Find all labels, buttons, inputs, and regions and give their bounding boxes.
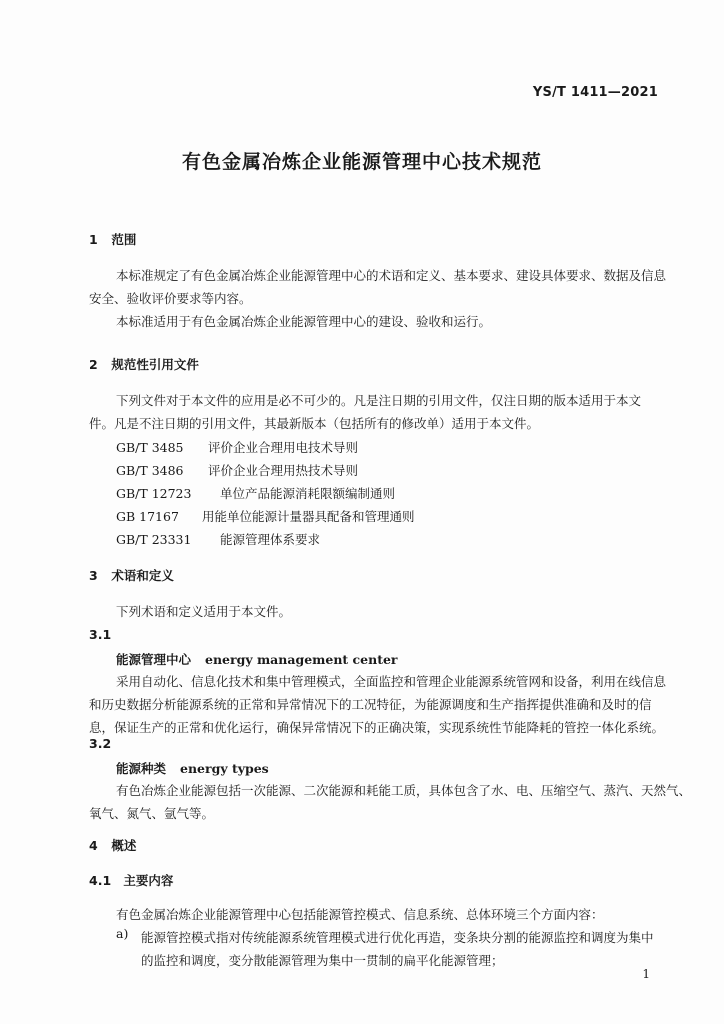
reference-code: GB 17167 xyxy=(116,509,179,524)
paragraph-line: 下列文件对于本文件的应用是必不可少的。凡是注日期的引用文件，仅注日期的版本适用于本文 xyxy=(116,393,642,408)
reference-name: 能源管理体系要求 xyxy=(220,532,321,547)
section-2-body xyxy=(89,389,641,435)
reference-name: 用能单位能源计量器具配备和管理通则 xyxy=(202,509,415,524)
paragraph-line: 氧气、氮气、氩气等。 xyxy=(89,806,215,821)
page-number: 1 xyxy=(642,967,650,981)
paragraph-line: 能源管控模式指对传统能源系统管理模式进行优化再造，变条块分割的能源监控和调度为集中 xyxy=(141,930,654,945)
term-chinese: 能源管理中心 xyxy=(116,652,192,667)
paragraph-line: 本标准适用于有色金属冶炼企业能源管理中心的建设、验收和运行。 xyxy=(116,314,492,329)
reference-code: GB/T 12723 xyxy=(116,486,192,501)
section-number: 2 xyxy=(89,357,98,372)
section-1-heading xyxy=(89,230,136,248)
reference-name: 评价企业合理用热技术导则 xyxy=(208,463,359,478)
subsection-4-1-heading xyxy=(89,871,173,889)
paragraph-line: 和历史数据分析能源系统的正常和异常情况下的工况特征，为能源调度和生产指挥提供准确和及时的信 xyxy=(89,697,652,712)
section-title: 概述 xyxy=(111,838,137,853)
section-title: 范围 xyxy=(111,232,137,247)
paragraph-line: 下列术语和定义适用于本文件。 xyxy=(116,604,292,619)
reference-name: 单位产品能源消耗限额编制通则 xyxy=(220,486,396,501)
subsection-4-1-intro xyxy=(89,903,604,926)
paragraph-line: 息，保证生产的正常和优化运行，确保异常情况下的正确决策，实现系统性节能降耗的管控一体化系统。 xyxy=(89,720,665,735)
reference-item xyxy=(116,438,358,456)
paragraph-line: 采用自动化、信息化技术和集中管理模式，全面监控和管理企业能源系统管网和设备，利用在线信息 xyxy=(116,674,667,689)
term-heading xyxy=(116,650,398,668)
section-number: 3 xyxy=(89,568,98,583)
reference-item xyxy=(116,530,320,548)
reference-item xyxy=(116,507,415,525)
section-number: 4 xyxy=(89,838,98,853)
section-title: 规范性引用文件 xyxy=(111,357,199,372)
section-2-heading xyxy=(89,355,199,373)
paragraph-line: 有色金属冶炼企业能源管理中心包括能源管控模式、信息系统、总体环境三个方面内容： xyxy=(116,907,604,922)
section-4-heading xyxy=(89,836,136,854)
paragraph-line: 本标准规定了有色金属冶炼企业能源管理中心的术语和定义、基本要求、建设具体要求、数据及信息 xyxy=(116,268,667,283)
subsection-title: 主要内容 xyxy=(123,873,174,888)
term-definition xyxy=(89,670,666,739)
term-number: 3.1 xyxy=(89,627,112,642)
paragraph-line: 件。凡是不注日期的引用文件，其最新版本（包括所有的修改单）适用于本文件。 xyxy=(89,416,540,431)
section-title: 术语和定义 xyxy=(111,568,174,583)
term-english: energy types xyxy=(180,761,269,776)
reference-name: 评价企业合理用电技术导则 xyxy=(208,440,359,455)
section-1-body xyxy=(89,264,666,333)
term-definition xyxy=(89,779,691,825)
reference-code: GB/T 3486 xyxy=(116,463,184,478)
paragraph-line: 有色冶炼企业能源包括一次能源、二次能源和耗能工质，具体包含了水、电、压缩空气、蒸汽、天然气、 xyxy=(116,783,692,798)
document-title: 有色金属冶炼企业能源管理中心技术规范 xyxy=(181,151,542,173)
section-3-heading xyxy=(89,566,174,584)
subsection-number: 4.1 xyxy=(89,873,112,888)
paragraph-line: 的监控和调度，变分散能源管理为集中一贯制的扁平化能源管理； xyxy=(141,953,504,968)
term-chinese: 能源种类 xyxy=(116,761,167,776)
reference-item xyxy=(116,461,358,479)
reference-code: GB/T 23331 xyxy=(116,532,192,547)
standard-code: YS/T 1411—2021 xyxy=(532,85,658,100)
term-heading xyxy=(116,759,269,777)
reference-item xyxy=(116,484,395,502)
term-english: energy management center xyxy=(205,652,398,667)
term-number: 3.2 xyxy=(89,736,112,751)
list-marker-a: a) xyxy=(116,926,129,941)
reference-code: GB/T 3485 xyxy=(116,440,184,455)
section-3-intro xyxy=(89,600,291,623)
section-number: 1 xyxy=(89,232,98,247)
paragraph-line: 安全、验收评价要求等内容。 xyxy=(89,291,252,306)
list-item-a xyxy=(141,926,654,972)
